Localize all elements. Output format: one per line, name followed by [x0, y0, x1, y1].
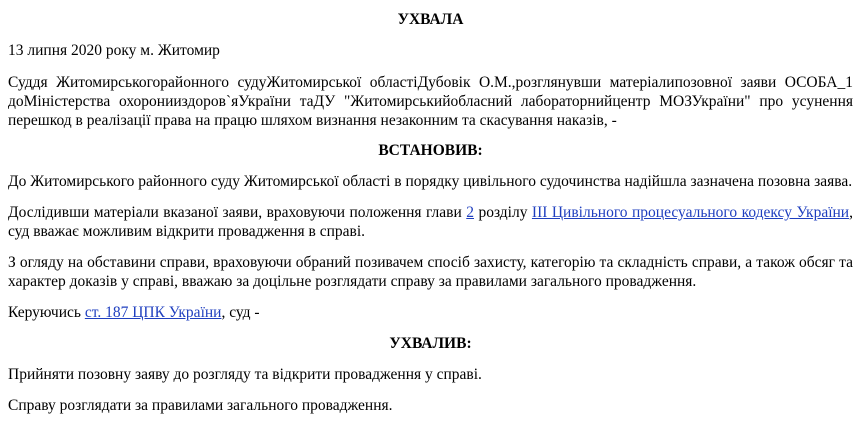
ruling-item-accept-claim: Прийняти позовну заяву до розгляду та відкрити провадження у справі. — [8, 366, 482, 383]
guided-paragraph — [8, 303, 853, 322]
received-paragraph: До Житомирського районного суду Житомирської області в порядку цивільного судочинства надійшла зазначена позовна заява. — [8, 173, 853, 190]
established-heading: ВСТАНОВИВ: — [378, 142, 483, 159]
guided-text-after: , суд - — [221, 304, 260, 321]
circumstances-paragraph: З огляду на обставини справи, враховуючи обраний позивачем спосіб захисту, категорію та складність справи, а також обсяг та характер доказів у справі, вважаю за доцільне розглядати справу за правилами загального провадження. — [8, 254, 853, 290]
guided-text-before: Керуючись — [8, 304, 85, 321]
examined-text-before: Дослідивши матеріали вказаної заяви, враховуючи положення глави — [8, 204, 467, 221]
ruling-item-general-proceedings: Справу розглядати за правилами загального провадження. — [8, 397, 393, 414]
civil-procedure-code-section-link[interactable]: ІІІ Цивільного процесуального кодексу України — [531, 204, 850, 221]
examined-text-after: , суд вважає можливим відкрити провадження в справі. — [8, 204, 853, 240]
article-187-link[interactable]: ст. 187 ЦПК України — [84, 304, 222, 321]
ruled-heading: УХВАЛИВ: — [389, 335, 472, 352]
examined-paragraph — [8, 203, 853, 241]
chapter-2-link[interactable]: 2 — [466, 204, 474, 221]
examined-text-middle: розділу — [474, 204, 532, 221]
intro-paragraph: Суддя Житомирськогорайонного судуЖитомирської областіДубовік О.М.,розглянувши матеріалипозовної заяви ОСОБА_1 доМіністерства охоронииздоров`яУкраїни таДУ "Житомирськийобласний лабораторнийцентр МОЗУкраїни" про усунення перешкод в реалізації права на працю шляхом визнання незаконним та скасування наказів, - — [8, 74, 853, 129]
date-place: 13 липня 2020 року м. Житомир — [8, 42, 220, 59]
document-title: УХВАЛА — [397, 11, 464, 28]
